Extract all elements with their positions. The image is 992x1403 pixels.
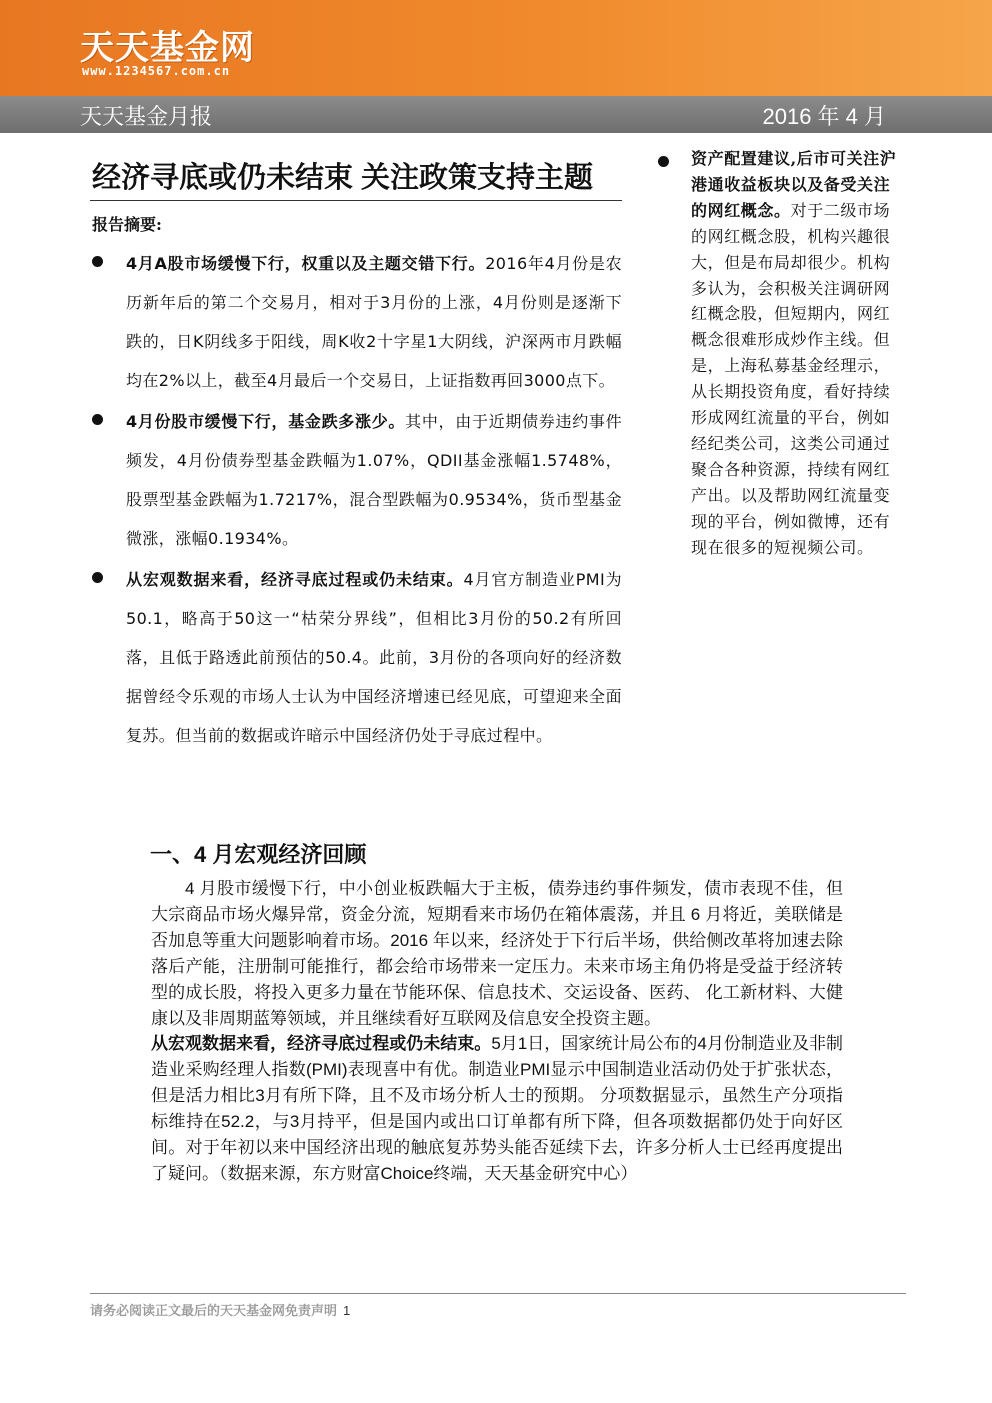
title-divider (90, 200, 622, 201)
site-url[interactable]: www.1234567.com.cn (82, 64, 231, 78)
side-bullet (658, 146, 898, 561)
bullet-text: 4月官方制造业PMI为50.1，略高于50这一“枯荣分界线”，但相比3月份的50.2有所回落，且低于路透此前预估的50.4。此前，3月份的各项向好的经济数据曾经令乐观的市场人士认为中国经济增速已经见底，可望迎来全面复苏。但当前的数据或许暗示中国经济仍处于寻底过程中。 (126, 570, 622, 745)
section-body (151, 876, 843, 1187)
paragraph (151, 1031, 843, 1186)
summary-bullet (92, 244, 622, 400)
summary-bullet (92, 402, 622, 558)
section-heading: 一、4 月宏观经济回顾 (150, 842, 367, 867)
bullet-icon (92, 572, 103, 583)
bullet-text: 2016年4月份是农历新年后的第二个交易月，相对于3月份的上涨，4月份则是逐渐下跌的，日K阴线多于阳线，周K收2十字星1大阴线，沪深两市月跌幅均在2%以上，截至4月最后一个交易日，上证指数再回3000点下。 (126, 254, 622, 390)
site-logo[interactable]: 天天基金网 (80, 28, 255, 68)
page-number: 1 (343, 1303, 351, 1318)
side-bullet-body (691, 146, 898, 561)
footer (90, 1300, 350, 1319)
disclaimer-note: 请务必阅读正文最后的天天基金网免责声明 (90, 1303, 338, 1318)
side-bullet-lead: 资产配置建议,后市可关注沪港通收益板块以及备受关注的网红概念。 (691, 149, 897, 220)
bullet-lead: 4月份股市缓慢下行，基金跌多涨少。 (126, 412, 406, 431)
paragraph-lead: 从宏观数据来看，经济寻底过程或仍未结束。 (151, 1034, 492, 1054)
bullet-text: 其中，由于近期债券违约事件频发，4月份债券型基金跌幅为1.07%，QDII基金涨幅1.5748%，股票型基金跌幅为1.7217%，混合型跌幅为0.9534%，货币型基金微涨，涨幅0.1934%。 (126, 412, 623, 548)
report-date: 2016 年 4 月 (762, 104, 886, 129)
summary-label: 报告摘要: (92, 215, 162, 234)
summary-bullet-list (92, 244, 622, 757)
summary-bullet (92, 560, 622, 755)
bullet-icon (92, 414, 103, 425)
report-name: 天天基金月报 (80, 104, 213, 129)
side-bullet-text: 对于二级市场的网红概念股，机构兴趣很大，但是布局却很少。机构多认为，会积极关注调研网红概念股，但短期内，网红概念很难形成炒作主线。但是，上海私募基金经理示，从长期投资角度，看好持续形成网红流量的平台，例如经纪类公司，这类公司通过聚合各种资源，持续有网红产出。以及帮助网红流量变现的平台，例如微博，还有现在很多的短视频公司。 (691, 200, 891, 557)
bullet-lead: 从宏观数据来看，经济寻底过程或仍未结束。 (126, 570, 464, 589)
paragraph-text: 5月1日，国家统计局公布的4月份制造业及非制造业采购经理人指数(PMI)表现喜中有优。制造业PMI显示中国制造业活动仍处于扩张状态，但是活力相比3月有所下降，且不及市场分析人士的预期。 分项数据显示，虽然生产分项指标维持在52.2，与3月持平，但是国内或出口订单都有所下降，但各项数据都仍处于向好区间。对于年初以来中国经济出现的触底复苏势头能否延续下去，许多分析人士已经再度提出了疑问。（数据来源，东方财富Choice终端，天天基金研究中心） (151, 1034, 843, 1183)
bullet-icon (92, 256, 103, 267)
paragraph: 4 月股市缓慢下行，中小创业板跌幅大于主板，债券违约事件频发，债市表现不佳，但大宗商品市场火爆异常，资金分流，短期看来市场仍在箱体震荡，并且 6 月将近，美联储是否加息等重大问题影响着市场。2016 年以来，经济处于下行后半场，供给侧改革将加速去除落后产能，注册制可能推行，都会给市场带来一定压力。未来市场主角仍将是受益于经济转型的成长股，将投入更多力量在节能环保、信息技术、交运设备、医药、 化工新材料、大健康以及非周期蓝筹领域，并且继续看好互联网及信息安全投资主题。 (151, 879, 843, 1028)
article-title: 经济寻底或仍未结束 关注政策支持主题 (92, 162, 594, 194)
bullet-icon (658, 156, 669, 167)
footer-divider (90, 1293, 906, 1294)
bullet-lead: 4月A股市场缓慢下行，权重以及主题交错下行。 (126, 254, 486, 273)
